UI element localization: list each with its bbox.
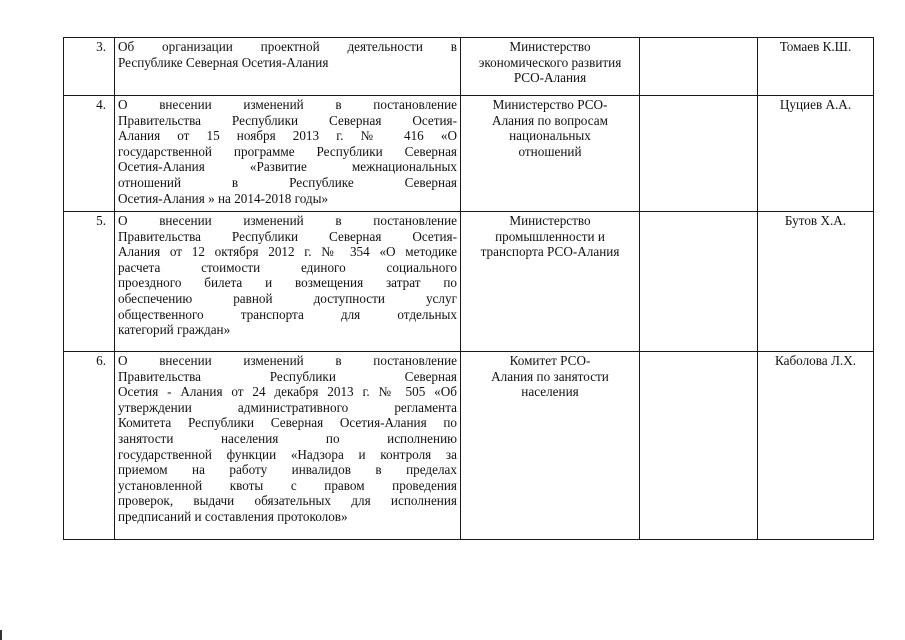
table-row <box>64 38 874 96</box>
organization-line: Министерство РСО- <box>492 97 608 112</box>
table-row <box>64 96 874 212</box>
decree-title-line: Осетия-Алания «Развитие межнациональных <box>118 159 457 175</box>
organization-line: РСО-Алания <box>513 70 587 86</box>
decree-title-line: государственной программе Республики Северная <box>118 143 457 159</box>
decree-title-line: О внесении изменений в постановление <box>118 97 457 112</box>
decree-title-line: Республике Северная Осетия-Алания <box>118 54 329 70</box>
organization-line: Комитет РСО- <box>509 353 591 368</box>
organization-line: отношений <box>518 143 582 159</box>
responsible-organization <box>461 38 640 96</box>
decrees-table <box>63 37 874 540</box>
decree-title-line: Осетия - Алания от 24 декабря 2013 г. № 505 «Об <box>118 384 457 400</box>
table-body <box>64 38 874 540</box>
row-number: 3. <box>64 38 115 96</box>
row-number: 4. <box>64 96 115 212</box>
table-row <box>64 212 874 352</box>
row-number: 5. <box>64 212 115 352</box>
decree-title <box>115 96 461 212</box>
empty-cell <box>640 96 758 212</box>
decree-title-line: Правительства Республики Северная Осетия- <box>118 228 457 244</box>
organization-line: Алания по вопросам <box>492 112 608 128</box>
decree-title <box>115 212 461 352</box>
empty-cell <box>640 212 758 352</box>
decree-title-line: отношений в Республике Северная <box>118 174 457 190</box>
decree-title-line: установленной квоты с правом проведения <box>118 477 457 493</box>
organization-line: транспорта РСО-Алания <box>480 244 620 260</box>
decree-title-line: проездного билета и возмещения затрат по <box>118 275 457 291</box>
organization-line: национальных <box>509 128 591 144</box>
responsible-person: Томаев К.Ш. <box>758 38 874 96</box>
empty-cell <box>640 38 758 96</box>
decree-title-line: занятости населения по исполнению <box>118 430 457 446</box>
responsible-organization <box>461 96 640 212</box>
decree-title-line: государственной функции «Надзора и контроля за <box>118 446 457 462</box>
organization-line: Алания по занятости <box>491 368 609 384</box>
decree-title-line: приемом на работу инвалидов в пределах <box>118 462 457 478</box>
organization-line: Министерство <box>509 213 591 228</box>
decree-title-line: проверок, выдачи обязательных для исполнения <box>118 493 457 509</box>
organization-line: промышленности и <box>495 228 605 244</box>
decree-title-line: Правительства Республики Северная <box>118 368 457 384</box>
decree-title-line: Алания от 15 ноября 2013 г. № 416 «О <box>118 128 457 144</box>
responsible-person: Цуциев А.А. <box>758 96 874 212</box>
organization-line: Министерство <box>509 39 591 54</box>
decree-title-line: О внесении изменений в постановление <box>118 213 457 228</box>
decree-title-line: Комитета Республики Северная Осетия-Алания по <box>118 415 457 431</box>
responsible-organization <box>461 352 640 540</box>
decree-title-line: Алания от 12 октября 2012 г. № 354 «О методике <box>118 244 457 260</box>
table-row <box>64 352 874 540</box>
decree-title-line: О внесении изменений в постановление <box>118 353 457 368</box>
responsible-person: Каболова Л.Х. <box>758 352 874 540</box>
row-number: 6. <box>64 352 115 540</box>
decree-title <box>115 38 461 96</box>
organization-line: населения <box>521 384 579 400</box>
decree-title-line: Об организации проектной деятельности в <box>118 39 457 54</box>
decree-title <box>115 352 461 540</box>
decree-title-line: общественного транспорта для отдельных <box>118 306 457 322</box>
responsible-organization <box>461 212 640 352</box>
organization-line: экономического развития <box>478 54 622 70</box>
decree-title-line: предписаний и составления протоколов» <box>118 508 348 524</box>
decree-title-line: утверждении административного регламента <box>118 399 457 415</box>
responsible-person: Бутов Х.А. <box>758 212 874 352</box>
empty-cell <box>640 352 758 540</box>
decree-title-line: Правительства Республики Северная Осетия- <box>118 112 457 128</box>
decree-title-line: Осетия-Алания » на 2014-2018 годы» <box>118 190 329 206</box>
decree-title-line: обеспечению равной доступности услуг <box>118 290 457 306</box>
decree-title-line: расчета стоимости единого социального <box>118 259 457 275</box>
page-edge-mark <box>0 630 2 640</box>
decree-title-line: категорий граждан» <box>118 322 231 338</box>
